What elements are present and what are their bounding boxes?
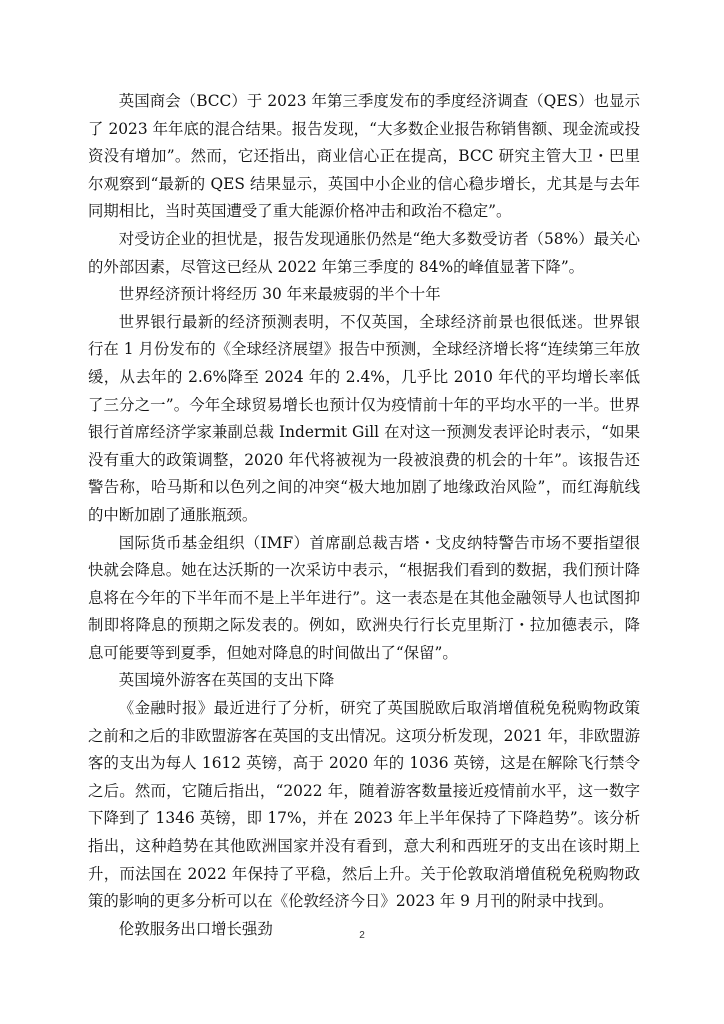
paragraph-inflation-concern: 对受访企业的担忧是，报告发现通胀仍然是“绝大多数受访者（58%）最关心的外部因素，尽管这已经从 2022 年第三季度的 84%的峰值显著下降”。	[88, 229, 640, 276]
section-heading-tourist-spending: 英国境外游客在英国的支出下降	[118, 671, 335, 690]
paragraph-imf: 国际货币基金组织（IMF）首席副总裁吉塔・戈皮纳特警告市场不要指望很快就会降息。她在达沃斯的一次采访中表示，“根据我们看到的数据，我们预计降息将在今年的下半年而不是上半年进行”。这一表态是在其他金融领导人也试图抑制即将降息的预期之际发表的。例如，欧洲央行行长克里斯汀・拉加德表示，降息可能要等到夏季，但她对降息的时间做出了“保留”。	[88, 533, 640, 662]
section-heading-london-exports: 伦敦服务出口增长强劲	[118, 919, 273, 938]
paragraph-world-bank: 世界银行最新的经济预测表明，不仅英国，全球经济前景也很低迷。世界银行在 1 月份发布的《全球经济展望》报告中预测，全球经济增长将“连续第三年放缓，从去年的 2.6%降至 2024 年的 2.4%，几乎比 2010 年代的平均增长率低了三分之一”。今年全球贸易增长也预计仅为疫情前十年的平均水平的一半。世界银行首席经济学家兼副总裁 Indermit Gill 在对这一预测发表评论时表示，“如果没有重大的政策调整，2020 年代将被视为一段被浪费的机会的十年”。该报告还警告称，哈马斯和以色列之间的冲突“极大地加剧了地缘政治风险”，而红海航线的中断加剧了通胀瓶颈。	[88, 312, 640, 524]
paragraph-bcc-survey: 英国商会（BCC）于 2023 年第三季度发布的季度经济调查（QES）也显示了 2023 年年底的混合结果。报告发现，“大多数企业报告称销售额、现金流或投资没有增加”。然而，它还指出，商业信心正在提高，BCC 研究主管大卫・巴里尔观察到“最新的 QES 结果显示，英国中小企业的信心稳步增长，尤其是与去年同期相比，当时英国遭受了重大能源价格冲击和政治不稳定”。	[88, 92, 640, 221]
page-body	[88, 88, 640, 943]
section-heading-world-economy: 世界经济预计将经历 30 年来最疲弱的半个十年	[118, 285, 441, 304]
page-number: 2	[359, 930, 365, 941]
paragraph-ft-analysis: 《金融时报》最近进行了分析，研究了英国脱欧后取消增值税免税购物政策之前和之后的非欧盟游客在英国的支出情况。这项分析发现，2021 年，非欧盟游客的支出为每人 1612 英镑，高于 2020 年的 1036 英镑，这是在解除飞行禁令之后。然而，它随后指出，“2022 年，随着游客数量接近疫情前水平，这一数字下降到了 1346 英镑，即 17%，并在 2023 年上半年保持了下降趋势”。该分析指出，这种趋势在其他欧洲国家并没有看到，意大利和西班牙的支出在该时期上升，而法国在 2022 年保持了平稳，然后上升。关于伦敦取消增值税免税购物政策的影响的更多分析可以在《伦敦经济今日》2023 年 9 月刊的附录中找到。	[88, 699, 640, 911]
